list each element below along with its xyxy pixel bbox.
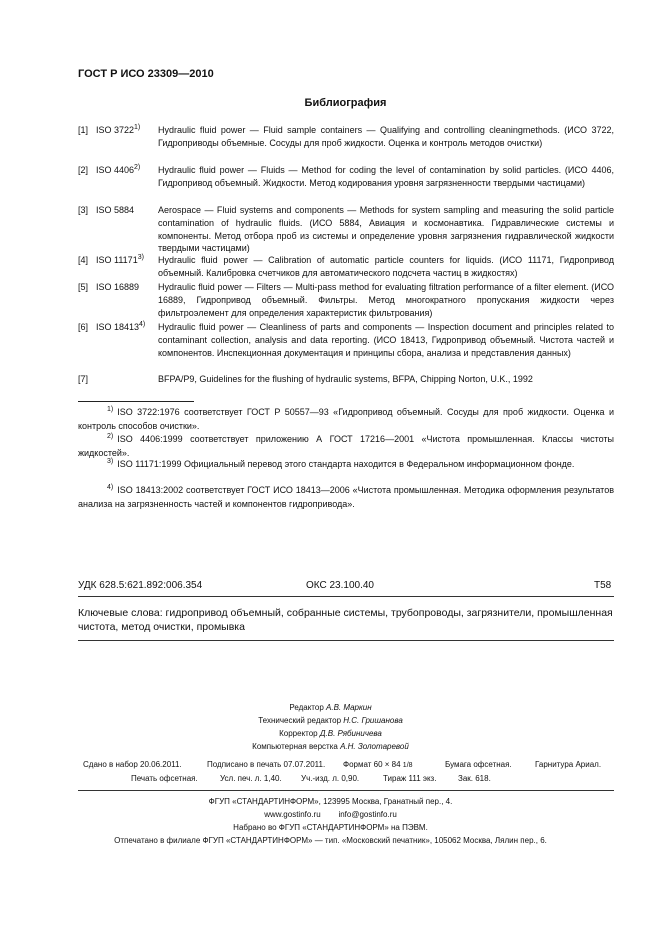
reference-text: Hydraulic fluid power — Fluid sample containers — Qualifying and controlling cleaningmethods. (ИСО 3722, Гидроприводы объемные. Сосуды для проб жидкости. Оценка и контроль методов очистки)	[158, 125, 614, 148]
divider	[78, 790, 614, 791]
reference-standard: ISO 3722$^{1)}$	[96, 124, 141, 135]
document-header: ГОСТ Р ИСО 23309—2010	[78, 68, 214, 80]
classification-code: Т58	[594, 580, 612, 591]
reference-text: Hydraulic fluid power — Calibration of automatic particle counters for liquids. (ИСО 11171, Гидропривод объемный. Калибровка счетчиков для автоматического подсчета частиц в жидкостях)	[158, 255, 614, 278]
publisher-address: ФГУП «СТАНДАРТИНФОРМ», 123995 Москва, Гранатный пер., 4.	[208, 797, 453, 806]
credit-line: Корректор Д.В. Рябиничева	[279, 729, 382, 738]
imprint-order: Зак. 618.	[458, 774, 491, 783]
imprint-edsheets: Уч.-изд. л. 0,90.	[301, 774, 360, 783]
reference-number: [7]	[78, 374, 89, 384]
imprint-sent: Сдано в набор 20.06.2011.	[83, 760, 182, 769]
footnote: $^{1)}$ ISO 3722:1976 соответствует ГОСТ Р 50557—93 «Гидропривод объемный. Сосуды для проб жидкости. Оценка и контроль способов очистки».	[78, 406, 614, 431]
reference-number: [3]	[78, 205, 89, 215]
footnote: $^{4)}$ ISO 18413:2002 соответствует ГОСТ ИСО 18413—2006 «Чистота промышленная. Методика оформления результатов анализа на загрязненность частей и компонентов гидропривода».	[78, 484, 614, 509]
reference-item	[78, 164, 614, 190]
imprint-sheets: Усл. печ. л. 1,40.	[220, 774, 282, 783]
reference-standard: ISO 18413$^{4)}$	[96, 321, 146, 332]
reference-number: [4]	[78, 255, 89, 265]
reference-text: Hydraulic fluid power — Fluids — Method for coding the level of contamination by solid particles. (ИСО 4406, Гидропривод объемный. Жидкости. Метод кодирования уровня загрязненности твердыми частицами)	[158, 165, 614, 188]
bibliography-title: Библиография	[304, 97, 387, 109]
imprint-format: Формат 60 × 84 1/8	[343, 760, 413, 769]
reference-number: [2]	[78, 165, 89, 175]
reference-item	[78, 124, 614, 150]
footnote: $^{3)}$ ISO 11171:1999 Официальный перевод этого стандарта находится в Федеральном информационном фонде.	[107, 458, 575, 469]
printed-note: Отпечатано в филиале ФГУП «СТАНДАРТИНФОРМ» — тип. «Московский печатник», 105062 Москва, Лялин пер., 6.	[114, 836, 547, 845]
reference-text: Hydraulic fluid power — Filters — Multi-pass method for evaluating filtration performance of a filter element. (ИСО 16889, Гидропривод объемный. Фильтры. Метод многократного пропускания жидкости через фильтроэлемент для определения характеристик фильтрования)	[158, 282, 614, 318]
reference-item	[78, 321, 614, 359]
keywords: Ключевые слова: гидропривод объемный, собранные системы, трубопроводы, загрязнители, промышленная чистота, метод очистки, промывка	[78, 607, 613, 633]
typeset-note: Набрано во ФГУП «СТАНДАРТИНФОРМ» на ПЭВМ.	[233, 823, 428, 832]
credit-line: Редактор А.В. Маркин	[289, 703, 372, 712]
reference-standard: ISO 4406$^{2)}$	[96, 164, 141, 175]
credit-line: Компьютерная верстка А.Н. Золотаревой	[252, 742, 409, 751]
divider	[78, 640, 614, 641]
imprint-signed: Подписано в печать 07.07.2011.	[207, 760, 326, 769]
reference-standard: ISO 5884	[96, 205, 135, 215]
credit-line: Технический редактор Н.С. Гришанова	[258, 716, 403, 725]
reference-item	[78, 281, 614, 319]
imprint-paper: Бумага офсетная.	[445, 760, 512, 769]
reference-number: [5]	[78, 282, 89, 292]
imprint-run: Тираж 111 экз.	[383, 774, 437, 783]
reference-text: Aerospace — Fluid systems and components — Methods for system sampling and measuring the solid particle contamination of hydraulic fluids. (ИСО 5884, Авиация и космонавтика. Гидравлические системы и компоненты. Метод отбора проб из системы и определение уровня загрязнения гидравлической жидкости твердыми частицами)	[158, 205, 614, 254]
reference-standard: ISO 16889	[96, 282, 140, 292]
imprint-print: Печать офсетная.	[131, 774, 198, 783]
reference-standard: ISO 11171$^{3)}$	[96, 254, 144, 265]
footnote-separator	[78, 401, 194, 402]
imprint-typeface: Гарнитура Ариал.	[535, 760, 602, 769]
reference-item	[78, 373, 614, 386]
oks-code: ОКС 23.100.40	[306, 580, 374, 591]
reference-number: [1]	[78, 125, 89, 135]
udk-code: УДК 628.5:621.892:006.354	[78, 580, 203, 591]
reference-number: [6]	[78, 322, 89, 332]
footnote: $^{2)}$ ISO 4406:1999 соответствует приложению А ГОСТ 17216—2001 «Чистота промышленная. Классы чистоты жидкостей».	[78, 433, 614, 458]
reference-item	[78, 254, 614, 280]
reference-item	[78, 204, 614, 255]
reference-text: BFPA/P9, Guidelines for the flushing of hydraulic systems, BFPA, Chipping Norton, U.K., 1992	[158, 374, 533, 384]
divider	[78, 596, 614, 597]
publisher-contacts: www.gostinfo.ru info@gostinfo.ru	[264, 810, 397, 819]
reference-text: Hydraulic fluid power — Cleanliness of parts and components — Inspection document and principles related to contaminant collection, analysis and data reporting. (ИСО 18413, Гидропривод объемный. Чистота частей и компонентов. Инспекционная документация и принципы сбора, анализа и представления данных)	[158, 322, 614, 358]
